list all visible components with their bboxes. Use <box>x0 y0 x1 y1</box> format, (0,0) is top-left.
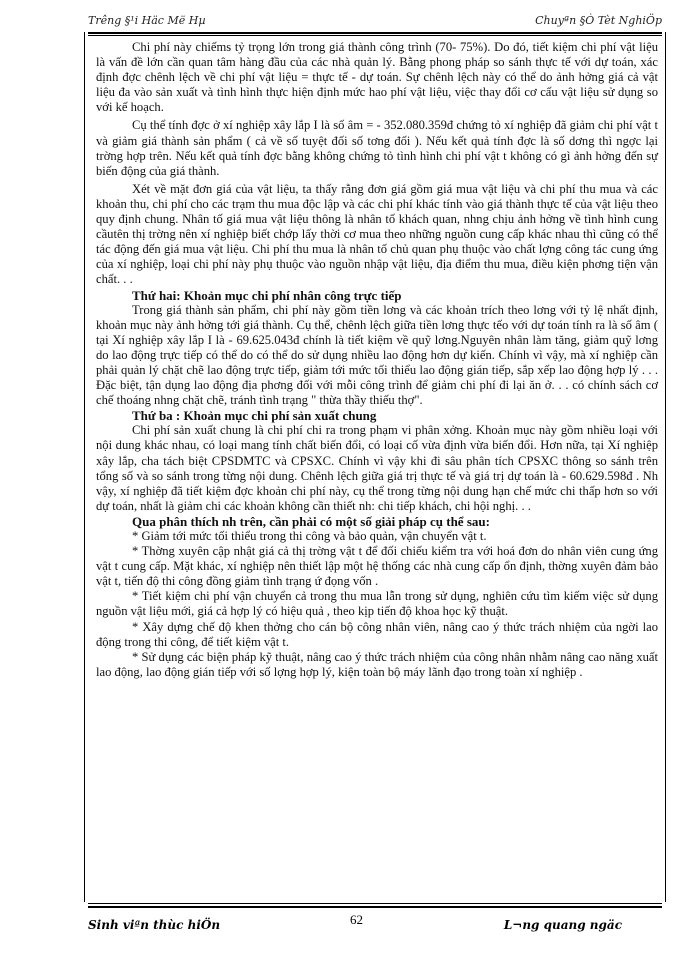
bullet-item: * Thờng xuyên cập nhật giá cả thị trờng vật t để đối chiếu kiểm tra với hoá đơn do nhân viên cung ứng vật t cung cấp. Mặt khác, xí nghiệp nên thiết lập một hệ thống các nhà cung cấp ổn định, thờng xuyên đảm bảo vật t, tiến độ thi công đồng giảm tình trạng ứ đọng vốn . <box>96 544 658 589</box>
header-school: Trêng §¹i Häc Më Hµ <box>88 14 206 27</box>
paragraph-labor-cost: Trong giá thành sản phẩm, chi phí này gồm tiền lơng và các khoản trích theo lơng với tỷ lệ nhất định, khoản mục này ảnh hởng tới giá thành. Cụ thể, chênh lệch giữa tiền lơng thực tếo với dự toán tính ra là số âm ( tại Xí nghiệp xây lắp I là - 69.625.043đ chính là tiết kiệm về quỹ lơng.Nguyên nhân làm tăng, giảm quỹ lơng do lao động trực tiếp có thể do có thể do sử dụng nhiều lao động hơn dự kiến. Chính vì vậy, mà xí nghiệp cần phải quản lý chặt chẽ lao động trực tiếp, giảm tới mức tối thiểu lao động gián tiếp, sắp xếp lao động hợp lý . . . Đặc biệt, tận dụng lao động địa phơng đối với mỗi công trình để giảm chi phí đi lại ăn ở. . . có chính sách cơ chế thoáng nhng chặt chẽ, tránh tình trạng " thừa thầy thiếu thợ". <box>96 302 658 408</box>
bullet-item: * Tiết kiệm chi phí vận chuyển cả trong thu mua lẫn trong sử dụng, nghiên cứu tìm kiếm việc sử dụng nguồn vật liệu mới, giá cả hợp lý có hiệu quả , theo kịp tiến độ khoa học kỹ thuật. <box>96 589 658 619</box>
left-border <box>84 32 85 902</box>
bullet-item: * Xây dựng chế độ khen thởng cho cán bộ công nhân viên, nâng cao ý thức trách nhiệm của ngời lao động trong thi công, để tiết kiệm vật t. <box>96 619 658 649</box>
paragraph-overhead-cost: Chi phí sản xuất chung là chi phí chi ra trong phạm vi phân xởng. Khoản mục này gồm nhiều loại với nội dung khác nhau, có loại mang tính chất biến đổi, có loại cố vừa định vừa biến đổi. Hơn nữa, tại Xí nghiệp xây lắp, cha tách biệt CPSDMTC và CPSXC. Chính vì vậy khi đi sâu phân tích CPSXC thông so sánh trên tổng số và so sánh trong từng nội dung. Chênh lệch giữa giá trị thực tế và giá trị dự toán là - 60.629.598đ . Nh vậy, xí nghiệp đã tiết kiệm đợc khoản chi phí này, cụ thể trong từng nội dung hạn chế mức chi thấp hơn so với dự toán, nhất là giảm chi các khoản không cần thiết nh: chi tiếp khách, chi hội nghị. . . <box>96 423 658 513</box>
paragraph-material-cost: Chi phí này chiếms tỷ trọng lớn trong giá thành công trình (70- 75%). Do đó, tiết kiệm chi phí vật liệu là vấn đề lớn cần quan tâm hàng đầu của các nhà quản lý. Bằng phong pháp so sánh thực tế với dự toán, xác định đợc chênh lệch về chi phí vật liệu = thực tế - dự toán. Sự chênh lệch này có thể do ảnh hởng giá cả vật liệu đa vào sản xuất và tình hình thực hiện định mức hao phí vật liệu, việc thay đổi cơ cấu vật liệu sử dụng so với kế hoạch. <box>96 40 658 115</box>
page-number: 62 <box>350 912 363 927</box>
running-footer <box>88 912 662 936</box>
paragraph-calculation: Cụ thể tính đợc ở xí nghiệp xây lắp I là số âm = - 352.080.359đ chứng tỏ xí nghiệp đã giảm chi phí vật t và giảm giá thành sản phẩm ( cả về số tuyệt đối số tơng đối ). Nếu kết quả tính đợc là số dơng thì ngợc lại trờng hợp trên. Nếu kết quả tính đợc bằng không chứng tỏ tình hình chi phí vật t không có gì ảnh hởng đến sự biến động của giá thành. <box>96 118 658 178</box>
header-title: Chuyªn §Ò Tèt NghiÖp <box>535 14 662 27</box>
bullet-item: * Sử dụng các biện pháp kỹ thuật, nâng cao ý thức trách nhiệm của công nhân nhằm nâng cao năng xuất lao động, lao động gián tiếp với số lợng hợp lý, kiện toàn bộ máy lãnh đạo trong toàn xí nghiệp . <box>96 649 658 679</box>
footer-rule-thin <box>88 903 662 904</box>
header-rule-thin <box>88 35 662 36</box>
footer-author-name: L¬ng quang ngäc <box>503 918 622 932</box>
heading-solutions: Qua phân thích nh trên, cần phải có một số giải pháp cụ thể sau: <box>132 513 490 529</box>
heading-labor-cost: Thứ hai: Khoản mục chi phí nhân công trực tiếp <box>132 287 402 303</box>
header-rule <box>88 32 662 34</box>
right-border <box>665 32 666 902</box>
running-header <box>88 10 662 32</box>
paragraph-unit-price: Xét về mặt đơn giá của vật liệu, ta thấy rằng đơn giá gồm giá mua vật liệu và chi phí thu mua và các khoản thu, chi phí cho các trạm thu mua độc lập và các chi phí khác tính vào giá thành thực tế của vật liệu theo quy định chung. Nhân tố giá mua vật liệu thông là nhân tố khách quan, nhng chịu ảnh hởng về tình hình cung cầutên thị trờng nên xí nghiệp biết chớp lấy thời cơ mua theo những nguồn cung cấp khác nhau thì cũng có thể tác động đến giá mua vật liệu. Chi phí thu mua là nhân tố chủ quan phụ thuộc vào chất lợng công tác cung ứng của xí nghiệp, loại chi phí này phụ thuộc vào nguồn nhập vật liệu, địa điểm thu mua, điều kiện phơng tiện vận chất. . . <box>96 181 658 287</box>
footer-rule <box>88 906 662 908</box>
bullet-item: * Giảm tới mức tối thiểu trong thi công và bảo quản, vận chuyển vật t. <box>132 529 487 543</box>
document-body <box>96 40 658 680</box>
footer-student-label: Sinh viªn thùc hiÖn <box>88 918 221 932</box>
heading-overhead-cost: Thứ ba : Khoản mục chi phí sản xuất chung <box>132 408 377 424</box>
